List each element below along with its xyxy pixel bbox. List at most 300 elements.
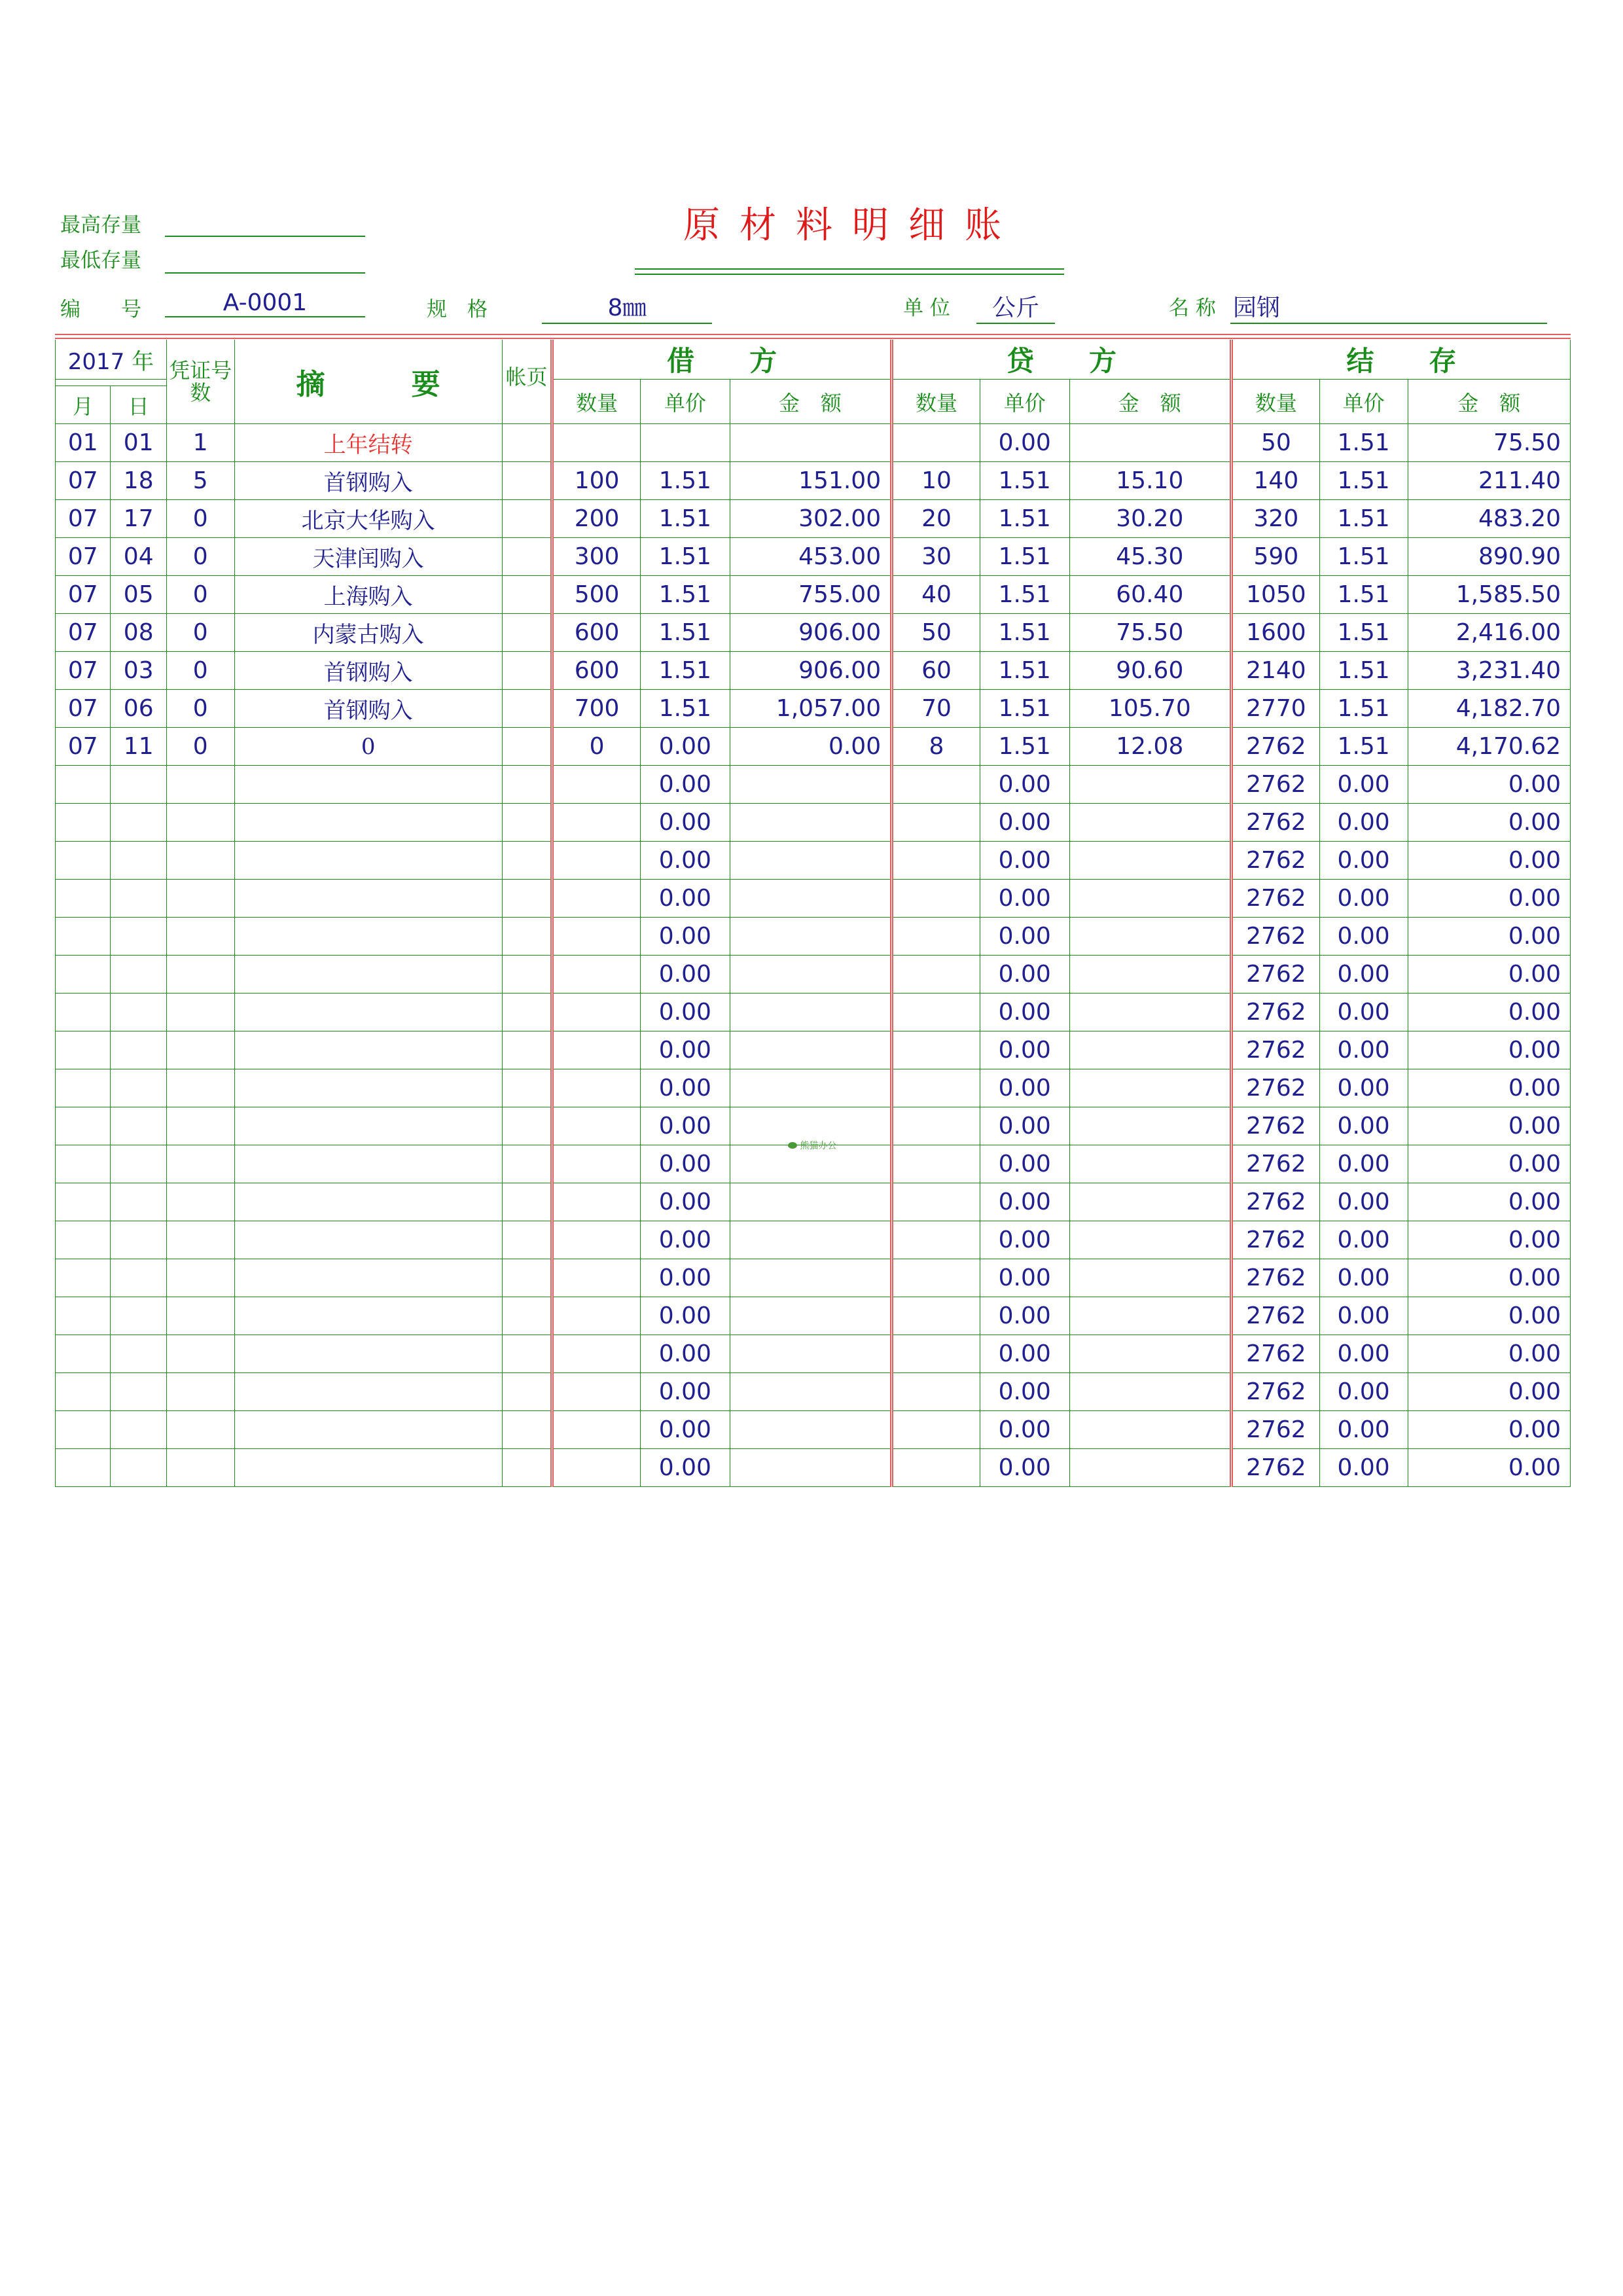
balance-qty-cell[interactable]: 2762 — [1232, 1069, 1320, 1107]
credit-price-cell[interactable]: 1.51 — [980, 500, 1069, 538]
page-cell[interactable] — [502, 576, 552, 614]
month-cell[interactable]: 07 — [56, 462, 111, 500]
credit-amount-cell[interactable]: 90.60 — [1069, 652, 1231, 690]
balance-price-cell[interactable]: 1.51 — [1319, 690, 1408, 728]
credit-price-cell[interactable]: 0.00 — [980, 1069, 1069, 1107]
balance-amount-cell[interactable]: 0.00 — [1408, 1259, 1571, 1297]
balance-price-cell[interactable]: 0.00 — [1319, 1107, 1408, 1145]
credit-qty-cell[interactable] — [892, 994, 980, 1031]
balance-qty-cell[interactable]: 2762 — [1232, 1183, 1320, 1221]
balance-amount-cell[interactable]: 0.00 — [1408, 1221, 1571, 1259]
debit-qty-cell[interactable] — [552, 424, 641, 462]
debit-amount-cell[interactable] — [730, 956, 891, 994]
debit-amount-cell[interactable] — [730, 1411, 891, 1449]
page-cell[interactable] — [502, 956, 552, 994]
page-cell[interactable] — [502, 1411, 552, 1449]
summary-cell[interactable] — [234, 956, 502, 994]
credit-qty-cell[interactable]: 30 — [892, 538, 980, 576]
balance-qty-cell[interactable]: 2762 — [1232, 728, 1320, 766]
page-cell[interactable] — [502, 766, 552, 804]
voucher-cell[interactable]: 0 — [166, 728, 234, 766]
voucher-cell[interactable] — [166, 1411, 234, 1449]
debit-price-cell[interactable]: 0.00 — [640, 1069, 730, 1107]
credit-amount-cell[interactable] — [1069, 842, 1231, 880]
debit-amount-cell[interactable] — [730, 880, 891, 918]
debit-qty-cell[interactable] — [552, 956, 641, 994]
credit-amount-cell[interactable] — [1069, 1183, 1231, 1221]
voucher-cell[interactable] — [166, 918, 234, 956]
voucher-cell[interactable] — [166, 1221, 234, 1259]
summary-cell[interactable] — [234, 1297, 502, 1335]
day-cell[interactable]: 08 — [111, 614, 166, 652]
debit-price-cell[interactable]: 1.51 — [640, 652, 730, 690]
day-cell[interactable] — [111, 1335, 166, 1373]
credit-price-cell[interactable]: 0.00 — [980, 424, 1069, 462]
summary-cell[interactable] — [234, 1031, 502, 1069]
credit-qty-cell[interactable] — [892, 956, 980, 994]
spec-value[interactable]: 8㎜ — [542, 289, 712, 324]
debit-price-cell[interactable]: 1.51 — [640, 614, 730, 652]
day-cell[interactable] — [111, 804, 166, 842]
debit-amount-cell[interactable]: 906.00 — [730, 652, 891, 690]
debit-price-cell[interactable]: 1.51 — [640, 576, 730, 614]
debit-qty-cell[interactable] — [552, 842, 641, 880]
credit-qty-cell[interactable]: 10 — [892, 462, 980, 500]
balance-amount-cell[interactable]: 0.00 — [1408, 1449, 1571, 1487]
credit-amount-cell[interactable]: 30.20 — [1069, 500, 1231, 538]
page-cell[interactable] — [502, 1259, 552, 1297]
page-cell[interactable] — [502, 1069, 552, 1107]
summary-cell[interactable] — [234, 880, 502, 918]
summary-cell[interactable] — [234, 1145, 502, 1183]
day-cell[interactable]: 03 — [111, 652, 166, 690]
debit-qty-cell[interactable]: 0 — [552, 728, 641, 766]
month-cell[interactable] — [56, 1221, 111, 1259]
min-stock-field[interactable] — [165, 272, 365, 274]
voucher-cell[interactable]: 0 — [166, 690, 234, 728]
voucher-cell[interactable] — [166, 1259, 234, 1297]
credit-price-cell[interactable]: 0.00 — [980, 1411, 1069, 1449]
balance-qty-cell[interactable]: 2762 — [1232, 956, 1320, 994]
month-cell[interactable] — [56, 766, 111, 804]
balance-qty-cell[interactable]: 2762 — [1232, 1145, 1320, 1183]
day-cell[interactable] — [111, 1145, 166, 1183]
debit-qty-cell[interactable] — [552, 880, 641, 918]
page-cell[interactable] — [502, 462, 552, 500]
month-cell[interactable]: 07 — [56, 690, 111, 728]
day-cell[interactable] — [111, 1069, 166, 1107]
debit-price-cell[interactable]: 0.00 — [640, 1259, 730, 1297]
month-cell[interactable] — [56, 804, 111, 842]
debit-amount-cell[interactable] — [730, 1373, 891, 1411]
month-cell[interactable] — [56, 956, 111, 994]
credit-amount-cell[interactable] — [1069, 424, 1231, 462]
balance-amount-cell[interactable]: 2,416.00 — [1408, 614, 1571, 652]
credit-amount-cell[interactable] — [1069, 994, 1231, 1031]
balance-qty-cell[interactable]: 2762 — [1232, 994, 1320, 1031]
debit-price-cell[interactable]: 0.00 — [640, 1411, 730, 1449]
credit-price-cell[interactable]: 0.00 — [980, 1183, 1069, 1221]
balance-qty-cell[interactable]: 2762 — [1232, 1335, 1320, 1373]
balance-amount-cell[interactable]: 0.00 — [1408, 880, 1571, 918]
credit-price-cell[interactable]: 1.51 — [980, 576, 1069, 614]
day-cell[interactable] — [111, 880, 166, 918]
credit-qty-cell[interactable] — [892, 804, 980, 842]
month-cell[interactable]: 07 — [56, 538, 111, 576]
balance-price-cell[interactable]: 0.00 — [1319, 1259, 1408, 1297]
credit-amount-cell[interactable] — [1069, 1335, 1231, 1373]
credit-amount-cell[interactable]: 75.50 — [1069, 614, 1231, 652]
credit-price-cell[interactable]: 0.00 — [980, 1221, 1069, 1259]
summary-cell[interactable]: 首钢购入 — [234, 462, 502, 500]
credit-price-cell[interactable]: 0.00 — [980, 1107, 1069, 1145]
credit-price-cell[interactable]: 0.00 — [980, 994, 1069, 1031]
summary-cell[interactable]: 0 — [234, 728, 502, 766]
summary-cell[interactable] — [234, 766, 502, 804]
voucher-cell[interactable] — [166, 1031, 234, 1069]
summary-cell[interactable] — [234, 1183, 502, 1221]
month-cell[interactable] — [56, 1145, 111, 1183]
balance-price-cell[interactable]: 0.00 — [1319, 1031, 1408, 1069]
page-cell[interactable] — [502, 1145, 552, 1183]
debit-price-cell[interactable]: 0.00 — [640, 1297, 730, 1335]
credit-amount-cell[interactable] — [1069, 1449, 1231, 1487]
voucher-cell[interactable]: 0 — [166, 652, 234, 690]
debit-amount-cell[interactable]: 0.00 — [730, 728, 891, 766]
month-cell[interactable] — [56, 1335, 111, 1373]
balance-qty-cell[interactable]: 2762 — [1232, 1031, 1320, 1069]
debit-amount-cell[interactable]: 302.00 — [730, 500, 891, 538]
max-stock-field[interactable] — [165, 236, 365, 237]
month-cell[interactable] — [56, 1069, 111, 1107]
debit-price-cell[interactable]: 0.00 — [640, 918, 730, 956]
credit-qty-cell[interactable] — [892, 1145, 980, 1183]
credit-price-cell[interactable]: 0.00 — [980, 1449, 1069, 1487]
debit-qty-cell[interactable] — [552, 1183, 641, 1221]
credit-price-cell[interactable]: 0.00 — [980, 1259, 1069, 1297]
credit-price-cell[interactable]: 1.51 — [980, 462, 1069, 500]
balance-amount-cell[interactable]: 0.00 — [1408, 1335, 1571, 1373]
summary-cell[interactable] — [234, 1259, 502, 1297]
month-cell[interactable] — [56, 918, 111, 956]
month-cell[interactable]: 07 — [56, 614, 111, 652]
credit-qty-cell[interactable] — [892, 1259, 980, 1297]
debit-price-cell[interactable]: 1.51 — [640, 462, 730, 500]
debit-qty-cell[interactable] — [552, 1031, 641, 1069]
balance-price-cell[interactable]: 0.00 — [1319, 1297, 1408, 1335]
page-cell[interactable] — [502, 994, 552, 1031]
credit-price-cell[interactable]: 0.00 — [980, 1335, 1069, 1373]
credit-amount-cell[interactable]: 60.40 — [1069, 576, 1231, 614]
month-cell[interactable]: 07 — [56, 652, 111, 690]
month-cell[interactable]: 07 — [56, 728, 111, 766]
debit-qty-cell[interactable] — [552, 1107, 641, 1145]
balance-amount-cell[interactable]: 0.00 — [1408, 766, 1571, 804]
balance-qty-cell[interactable]: 2762 — [1232, 1411, 1320, 1449]
page-cell[interactable] — [502, 1373, 552, 1411]
credit-amount-cell[interactable] — [1069, 804, 1231, 842]
balance-price-cell[interactable]: 0.00 — [1319, 1183, 1408, 1221]
debit-price-cell[interactable]: 1.51 — [640, 500, 730, 538]
balance-amount-cell[interactable]: 1,585.50 — [1408, 576, 1571, 614]
debit-qty-cell[interactable] — [552, 1145, 641, 1183]
debit-amount-cell[interactable] — [730, 766, 891, 804]
balance-qty-cell[interactable]: 140 — [1232, 462, 1320, 500]
credit-qty-cell[interactable] — [892, 1373, 980, 1411]
debit-qty-cell[interactable]: 700 — [552, 690, 641, 728]
voucher-cell[interactable] — [166, 994, 234, 1031]
credit-price-cell[interactable]: 0.00 — [980, 918, 1069, 956]
balance-price-cell[interactable]: 0.00 — [1319, 1411, 1408, 1449]
summary-cell[interactable] — [234, 1335, 502, 1373]
debit-amount-cell[interactable] — [730, 424, 891, 462]
month-cell[interactable] — [56, 1031, 111, 1069]
debit-qty-cell[interactable] — [552, 1373, 641, 1411]
balance-qty-cell[interactable]: 2770 — [1232, 690, 1320, 728]
balance-qty-cell[interactable]: 2762 — [1232, 1259, 1320, 1297]
debit-qty-cell[interactable] — [552, 1221, 641, 1259]
balance-amount-cell[interactable]: 4,170.62 — [1408, 728, 1571, 766]
balance-amount-cell[interactable]: 0.00 — [1408, 1145, 1571, 1183]
balance-amount-cell[interactable]: 0.00 — [1408, 994, 1571, 1031]
day-cell[interactable]: 06 — [111, 690, 166, 728]
debit-amount-cell[interactable]: 1,057.00 — [730, 690, 891, 728]
credit-qty-cell[interactable]: 8 — [892, 728, 980, 766]
debit-price-cell[interactable]: 0.00 — [640, 728, 730, 766]
balance-amount-cell[interactable]: 0.00 — [1408, 1297, 1571, 1335]
day-cell[interactable]: 05 — [111, 576, 166, 614]
credit-qty-cell[interactable]: 20 — [892, 500, 980, 538]
credit-price-cell[interactable]: 0.00 — [980, 956, 1069, 994]
day-cell[interactable]: 17 — [111, 500, 166, 538]
month-cell[interactable]: 07 — [56, 500, 111, 538]
summary-cell[interactable]: 上海购入 — [234, 576, 502, 614]
balance-amount-cell[interactable]: 890.90 — [1408, 538, 1571, 576]
summary-cell[interactable] — [234, 1221, 502, 1259]
code-value[interactable]: A-0001 — [165, 289, 365, 317]
balance-price-cell[interactable]: 1.51 — [1319, 500, 1408, 538]
balance-price-cell[interactable]: 0.00 — [1319, 1221, 1408, 1259]
debit-price-cell[interactable]: 0.00 — [640, 1031, 730, 1069]
summary-cell[interactable]: 北京大华购入 — [234, 500, 502, 538]
page-cell[interactable] — [502, 728, 552, 766]
debit-price-cell[interactable]: 0.00 — [640, 880, 730, 918]
page-cell[interactable] — [502, 614, 552, 652]
balance-amount-cell[interactable]: 0.00 — [1408, 918, 1571, 956]
credit-qty-cell[interactable] — [892, 1297, 980, 1335]
credit-price-cell[interactable]: 0.00 — [980, 1031, 1069, 1069]
credit-price-cell[interactable]: 1.51 — [980, 538, 1069, 576]
debit-amount-cell[interactable] — [730, 1259, 891, 1297]
month-cell[interactable] — [56, 1411, 111, 1449]
month-cell[interactable] — [56, 880, 111, 918]
debit-price-cell[interactable]: 1.51 — [640, 690, 730, 728]
month-cell[interactable] — [56, 1297, 111, 1335]
month-cell[interactable] — [56, 1107, 111, 1145]
balance-amount-cell[interactable]: 0.00 — [1408, 1373, 1571, 1411]
day-cell[interactable] — [111, 1259, 166, 1297]
balance-qty-cell[interactable]: 320 — [1232, 500, 1320, 538]
balance-amount-cell[interactable]: 0.00 — [1408, 1107, 1571, 1145]
balance-price-cell[interactable]: 0.00 — [1319, 994, 1408, 1031]
debit-amount-cell[interactable] — [730, 1221, 891, 1259]
day-cell[interactable] — [111, 1221, 166, 1259]
page-cell[interactable] — [502, 1031, 552, 1069]
page-cell[interactable] — [502, 652, 552, 690]
balance-price-cell[interactable]: 0.00 — [1319, 842, 1408, 880]
balance-price-cell[interactable]: 1.51 — [1319, 652, 1408, 690]
credit-amount-cell[interactable] — [1069, 1145, 1231, 1183]
credit-price-cell[interactable]: 1.51 — [980, 690, 1069, 728]
voucher-cell[interactable] — [166, 1373, 234, 1411]
balance-qty-cell[interactable]: 1050 — [1232, 576, 1320, 614]
name-value[interactable]: 园钢 — [1230, 289, 1547, 324]
month-cell[interactable]: 01 — [56, 424, 111, 462]
credit-qty-cell[interactable] — [892, 1183, 980, 1221]
page-cell[interactable] — [502, 842, 552, 880]
debit-qty-cell[interactable]: 300 — [552, 538, 641, 576]
page-cell[interactable] — [502, 880, 552, 918]
credit-amount-cell[interactable] — [1069, 1031, 1231, 1069]
debit-price-cell[interactable]: 0.00 — [640, 804, 730, 842]
debit-price-cell[interactable]: 0.00 — [640, 1145, 730, 1183]
balance-amount-cell[interactable]: 0.00 — [1408, 1031, 1571, 1069]
credit-price-cell[interactable]: 0.00 — [980, 1145, 1069, 1183]
credit-qty-cell[interactable]: 70 — [892, 690, 980, 728]
page-cell[interactable] — [502, 918, 552, 956]
month-cell[interactable] — [56, 1373, 111, 1411]
debit-amount-cell[interactable]: 453.00 — [730, 538, 891, 576]
credit-qty-cell[interactable] — [892, 1031, 980, 1069]
debit-price-cell[interactable]: 0.00 — [640, 1107, 730, 1145]
debit-qty-cell[interactable]: 500 — [552, 576, 641, 614]
summary-cell[interactable]: 内蒙古购入 — [234, 614, 502, 652]
voucher-cell[interactable] — [166, 1449, 234, 1487]
balance-qty-cell[interactable]: 1600 — [1232, 614, 1320, 652]
credit-amount-cell[interactable] — [1069, 1297, 1231, 1335]
credit-qty-cell[interactable] — [892, 1069, 980, 1107]
voucher-cell[interactable] — [166, 880, 234, 918]
voucher-cell[interactable] — [166, 804, 234, 842]
voucher-cell[interactable] — [166, 1297, 234, 1335]
debit-qty-cell[interactable]: 600 — [552, 652, 641, 690]
balance-qty-cell[interactable]: 2762 — [1232, 804, 1320, 842]
debit-qty-cell[interactable] — [552, 994, 641, 1031]
debit-price-cell[interactable]: 0.00 — [640, 1221, 730, 1259]
voucher-cell[interactable] — [166, 766, 234, 804]
day-cell[interactable] — [111, 1411, 166, 1449]
page-cell[interactable] — [502, 538, 552, 576]
day-cell[interactable] — [111, 1183, 166, 1221]
balance-amount-cell[interactable]: 0.00 — [1408, 1411, 1571, 1449]
page-cell[interactable] — [502, 804, 552, 842]
balance-qty-cell[interactable]: 2140 — [1232, 652, 1320, 690]
voucher-cell[interactable]: 0 — [166, 538, 234, 576]
debit-price-cell[interactable]: 0.00 — [640, 994, 730, 1031]
credit-price-cell[interactable]: 0.00 — [980, 766, 1069, 804]
balance-price-cell[interactable]: 0.00 — [1319, 1335, 1408, 1373]
debit-qty-cell[interactable] — [552, 804, 641, 842]
balance-qty-cell[interactable]: 590 — [1232, 538, 1320, 576]
credit-amount-cell[interactable] — [1069, 766, 1231, 804]
debit-qty-cell[interactable] — [552, 1297, 641, 1335]
balance-price-cell[interactable]: 0.00 — [1319, 766, 1408, 804]
summary-cell[interactable]: 上年结转 — [234, 424, 502, 462]
voucher-cell[interactable] — [166, 1335, 234, 1373]
debit-price-cell[interactable] — [640, 424, 730, 462]
month-cell[interactable]: 07 — [56, 576, 111, 614]
day-cell[interactable] — [111, 1373, 166, 1411]
debit-qty-cell[interactable] — [552, 1259, 641, 1297]
debit-qty-cell[interactable] — [552, 1411, 641, 1449]
day-cell[interactable] — [111, 1449, 166, 1487]
credit-price-cell[interactable]: 0.00 — [980, 880, 1069, 918]
debit-amount-cell[interactable] — [730, 1297, 891, 1335]
credit-qty-cell[interactable] — [892, 1221, 980, 1259]
day-cell[interactable]: 04 — [111, 538, 166, 576]
debit-qty-cell[interactable]: 100 — [552, 462, 641, 500]
debit-amount-cell[interactable] — [730, 1031, 891, 1069]
credit-amount-cell[interactable] — [1069, 1411, 1231, 1449]
balance-qty-cell[interactable]: 2762 — [1232, 842, 1320, 880]
voucher-cell[interactable]: 1 — [166, 424, 234, 462]
balance-price-cell[interactable]: 1.51 — [1319, 424, 1408, 462]
debit-price-cell[interactable]: 0.00 — [640, 1449, 730, 1487]
balance-amount-cell[interactable]: 0.00 — [1408, 804, 1571, 842]
voucher-cell[interactable] — [166, 842, 234, 880]
day-cell[interactable]: 11 — [111, 728, 166, 766]
unit-value[interactable]: 公斤 — [976, 289, 1055, 324]
balance-price-cell[interactable]: 0.00 — [1319, 1373, 1408, 1411]
voucher-cell[interactable] — [166, 1107, 234, 1145]
month-cell[interactable] — [56, 842, 111, 880]
debit-price-cell[interactable]: 1.51 — [640, 538, 730, 576]
credit-amount-cell[interactable]: 105.70 — [1069, 690, 1231, 728]
day-cell[interactable] — [111, 994, 166, 1031]
summary-cell[interactable] — [234, 1411, 502, 1449]
balance-price-cell[interactable]: 1.51 — [1319, 538, 1408, 576]
day-cell[interactable] — [111, 956, 166, 994]
balance-price-cell[interactable]: 0.00 — [1319, 880, 1408, 918]
day-cell[interactable] — [111, 842, 166, 880]
credit-qty-cell[interactable] — [892, 424, 980, 462]
credit-amount-cell[interactable] — [1069, 1107, 1231, 1145]
credit-amount-cell[interactable]: 15.10 — [1069, 462, 1231, 500]
debit-price-cell[interactable]: 0.00 — [640, 1373, 730, 1411]
voucher-cell[interactable] — [166, 1145, 234, 1183]
summary-cell[interactable] — [234, 994, 502, 1031]
debit-price-cell[interactable]: 0.00 — [640, 956, 730, 994]
credit-price-cell[interactable]: 0.00 — [980, 1297, 1069, 1335]
balance-price-cell[interactable]: 1.51 — [1319, 576, 1408, 614]
summary-cell[interactable] — [234, 1449, 502, 1487]
day-cell[interactable] — [111, 1031, 166, 1069]
balance-qty-cell[interactable]: 2762 — [1232, 1297, 1320, 1335]
page-cell[interactable] — [502, 1449, 552, 1487]
credit-qty-cell[interactable]: 60 — [892, 652, 980, 690]
page-cell[interactable] — [502, 1107, 552, 1145]
credit-amount-cell[interactable] — [1069, 1069, 1231, 1107]
credit-qty-cell[interactable] — [892, 842, 980, 880]
credit-price-cell[interactable]: 1.51 — [980, 652, 1069, 690]
credit-price-cell[interactable]: 0.00 — [980, 842, 1069, 880]
balance-amount-cell[interactable]: 0.00 — [1408, 956, 1571, 994]
balance-price-cell[interactable]: 0.00 — [1319, 918, 1408, 956]
summary-cell[interactable]: 天津闰购入 — [234, 538, 502, 576]
balance-qty-cell[interactable]: 2762 — [1232, 1221, 1320, 1259]
summary-cell[interactable] — [234, 1069, 502, 1107]
balance-amount-cell[interactable]: 211.40 — [1408, 462, 1571, 500]
